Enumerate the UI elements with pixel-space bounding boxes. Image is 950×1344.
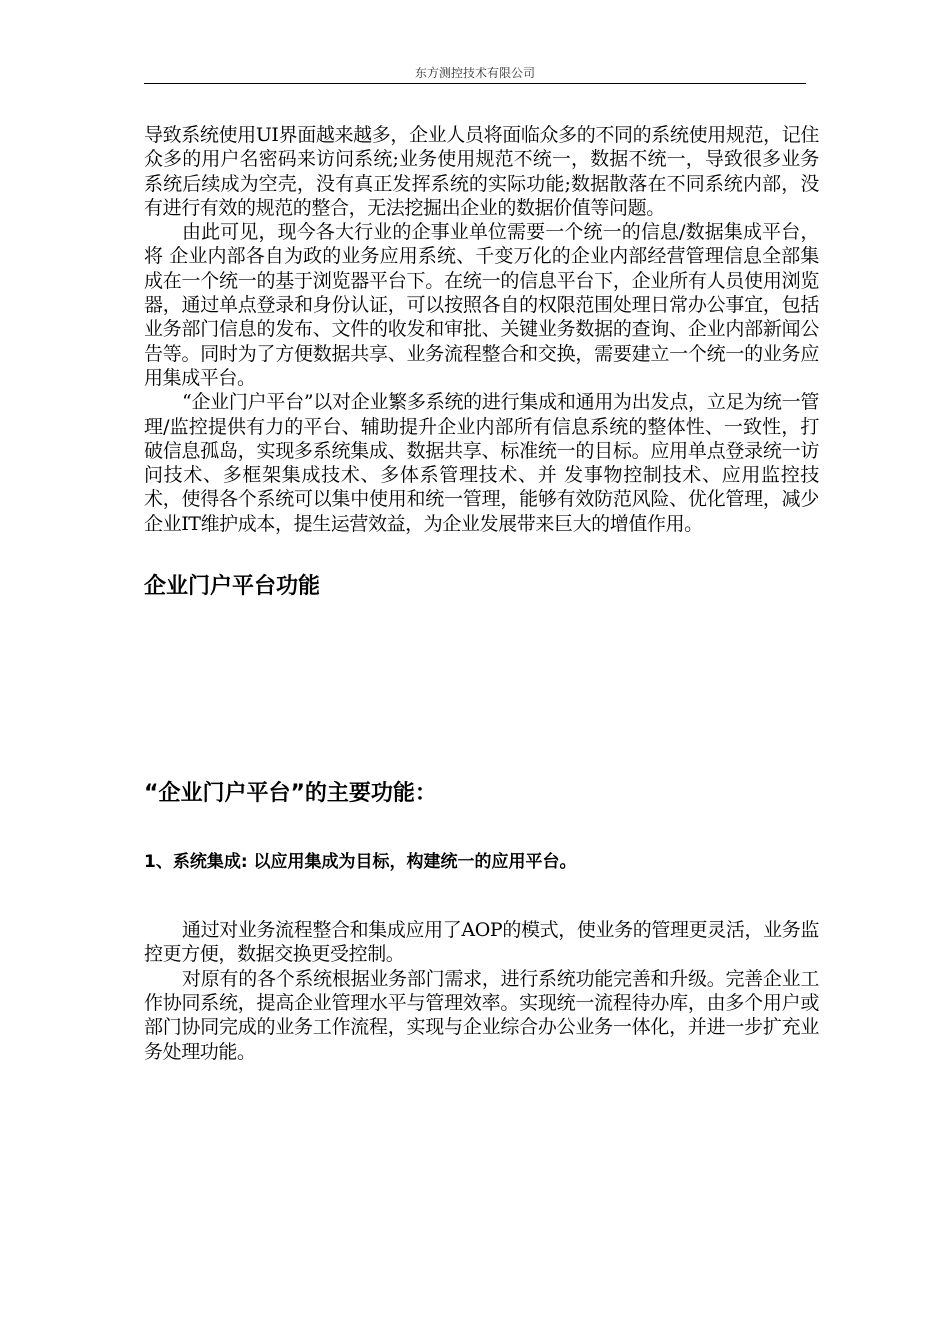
document-body — [144, 123, 819, 1064]
paragraph-system-upgrade: 对原有的各个系统根据业务部门需求，进行系统功能完善和升级。完善企业工作协同系统，提高企业管理水平与管理效率。实现统一流程待办库，由多个用户或部门协同完成的业务工作流程，实现与企业综合办公业务一体化，并进一步扩充业务处理功能。 — [144, 967, 819, 1063]
page-header-company: 东方测控技术有限公司 — [414, 66, 535, 80]
subheading-system-integration: 1、系统集成: 以应用集成为目标，构建统一的应用平台。 — [144, 852, 577, 873]
paragraph-need-platform: 由此可见，现今各大行业的企事业单位需要一个统一的信息/数据集成平台，将 企业内部各自为政的业务应用系统、千变万化的企业内部经营管理信息全部集成在一个统一的基于浏览器平台下。在统一的信息平台下，企业所有人员使用浏览器，通过单点登录和身份认证，可以按照各自的权限范围处理日常办公事宜，包括业务部门信息的发布、文件的收发和审批、关键业务数据的查询、企业内部新闻公告等。同时为了方便数据共享、业务流程整合和交换，需要建立一个统一的业务应用集成平台。 — [144, 221, 819, 389]
section-heading-portal-functions: 企业门户平台功能 — [144, 574, 321, 600]
paragraph-background: 导致系统使用UI界面越来越多，企业人员将面临众多的不同的系统使用规范，记住众多的用户名密码来访问系统;业务使用规范不统一，数据不统一，导致很多业务系统后续成为空壳，没有真正发挥系统的实际功能;数据散落在不同系统内部，没有进行有效的规范的整合，无法挖掘出企业的数据价值等问题。 — [144, 124, 819, 219]
paragraph-portal-intro: “企业门户平台”以对企业繁多系统的进行集成和通用为出发点，立足为统一管理/监控提供有力的平台、辅助提升企业内部所有信息系统的整体性、一致性，打破信息孤岛，实现多系统集成、数据共享、标准统一的目标。应用单点登录统一访问技术、多框架集成技术、多体系管理技术、并 发事物控制技术、应用监控技术，使得各个系统可以集中使用和统一管理，能够有效防范风险、优化管理，减少企业IT维护成本，提生运营效益，为企业发展带来巨大的增值作用。 — [144, 391, 819, 535]
section-heading-main-functions: “企业门户平台”的主要功能： — [144, 781, 437, 807]
header-divider — [144, 83, 806, 84]
paragraph-aop: 通过对业务流程整合和集成应用了AOP的模式，使业务的管理更灵活，业务监控更方便，数据交换更受控制。 — [144, 919, 819, 966]
